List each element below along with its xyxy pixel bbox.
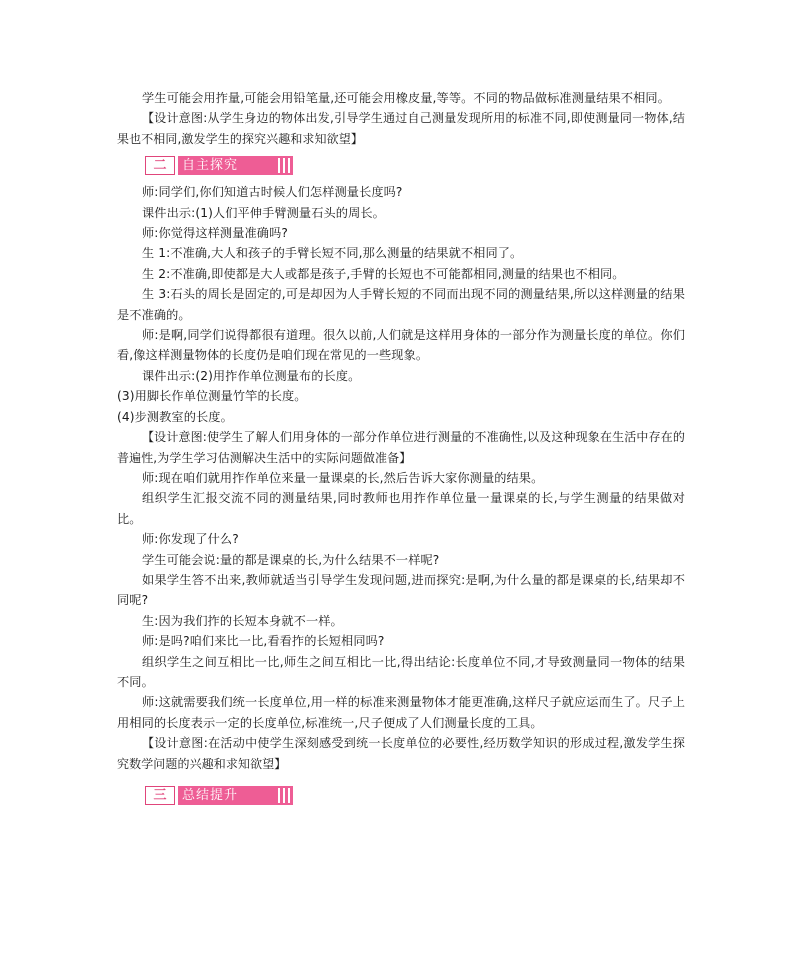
paragraph: 师:这就需要我们统一长度单位,用一样的标准来测量物体才能更准确,这样尺子就应运而生了。尺子上用相同的长度表示一定的长度单位,标准统一,尺子便成了人们测量长度的工具。 <box>117 695 685 730</box>
document-body <box>117 88 685 812</box>
paragraph: 如果学生答不出来,教师就适当引导学生发现问题,进而探究:是啊,为什么量的都是课桌的长,结果却不同呢? <box>117 572 685 608</box>
section-title-bar <box>178 786 293 805</box>
section-heading-3 <box>145 786 293 805</box>
paragraph: 生 2:不准确,即使都是大人或都是孩子,手臂的长短也不可能都相同,测量的结果也不相同。 <box>142 266 625 281</box>
paragraph: 师:你发现了什么? <box>142 532 239 547</box>
paragraph: 师:现在咱们就用拃作单位来量一量课桌的长,然后告诉大家你测量的结果。 <box>142 470 544 485</box>
paragraph: 生:因为我们拃的长短本身就不一样。 <box>142 613 343 628</box>
design-intent-note: 【设计意图:从学生身边的物体出发,引导学生通过自己测量发现所用的标准不同,即使测量同一物体,结果也不相同,激发学生的探究兴趣和求知欲望】 <box>117 111 685 146</box>
paragraph: 组织学生之间互相比一比,师生之间互相比一比,得出结论:长度单位不同,才导致测量同一物体的结果不同。 <box>117 654 685 689</box>
section-heading-2 <box>145 156 293 175</box>
section-title: 自主探究 <box>182 158 239 174</box>
paragraph: 课件出示:(1)人们平伸手臂测量石头的周长。 <box>142 205 385 220</box>
paragraph: 师:是吗?咱们来比一比,看看拃的长短相同吗? <box>142 634 385 649</box>
paragraph: 生 1:不准确,大人和孩子的手臂长短不同,那么测量的结果就不相同了。 <box>142 246 523 261</box>
section-number: 三 <box>145 786 175 805</box>
paragraph: 学生可能会说:量的都是课桌的长,为什么结果不一样呢? <box>142 552 440 567</box>
paragraph: 组织学生汇报交流不同的测量结果,同时教师也用拃作单位量一量课桌的长,与学生测量的结果做对比。 <box>117 491 685 526</box>
paragraph: 课件出示:(2)用拃作单位测量布的长度。 <box>142 368 361 383</box>
section-title-bar <box>178 156 293 175</box>
paragraph: 生 3:石头的周长是固定的,可是却因为人手臂长短的不同而出现不同的测量结果,所以这样测量的结果是不准确的。 <box>117 287 685 322</box>
design-intent-note: 【设计意图:使学生了解人们用身体的一部分作单位进行测量的不准确性,以及这种现象在生活中存在的普遍性,为学生学习估测解决生活中的实际问题做准备】 <box>117 430 685 465</box>
decorative-stripes-icon <box>275 788 290 803</box>
paragraph: (4)步测教室的长度。 <box>117 409 233 424</box>
paragraph: 学生可能会用拃量,可能会用铅笔量,还可能会用橡皮量,等等。不同的物品做标准测量结果不相同。 <box>142 91 670 105</box>
section-number: 二 <box>145 156 175 175</box>
paragraph: (3)用脚长作单位测量竹竿的长度。 <box>117 389 307 404</box>
design-intent-note: 【设计意图:在活动中使学生深刻感受到统一长度单位的必要性,经历数学知识的形成过程,激发学生探究数学问题的兴趣和求知欲望】 <box>117 736 685 771</box>
paragraph: 师:是啊,同学们说得都很有道理。很久以前,人们就是这样用身体的一部分作为测量长度的单位。你们看,像这样测量物体的长度仍是咱们现在常见的一些现象。 <box>117 328 685 363</box>
paragraph: 师:你觉得这样测量准确吗? <box>142 226 288 241</box>
decorative-stripes-icon <box>275 158 290 173</box>
section-title: 总结提升 <box>182 788 239 803</box>
paragraph: 师:同学们,你们知道古时候人们怎样测量长度吗? <box>142 185 403 200</box>
